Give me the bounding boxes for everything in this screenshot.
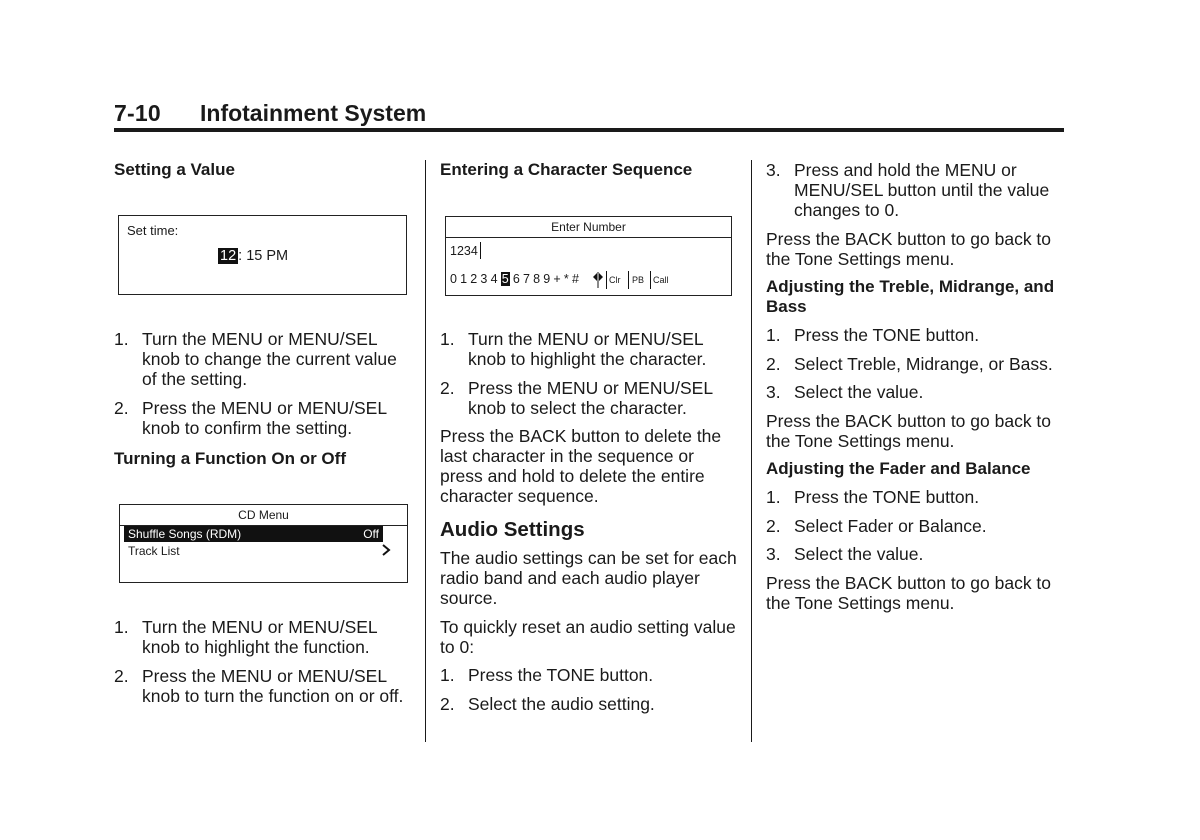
list-item: 3. Select the value. [766, 544, 924, 564]
character: 0 [450, 272, 457, 286]
list-item: 2. Press the MENU or MENU/SEL knob to turn the function on or off. [114, 665, 404, 706]
set-time-rest: : 15 PM [238, 248, 289, 264]
list-item: 3. Select the value. [766, 382, 924, 402]
key-divider [650, 271, 651, 289]
column-2 [440, 160, 740, 188]
character: 8 [533, 272, 541, 286]
set-time-hour-highlight: 12 [220, 248, 237, 264]
list-item: 1. Press the TONE button. [766, 325, 980, 345]
heading-char-sequence: Entering a Character Sequence [440, 160, 693, 179]
audio-reset-steps [440, 665, 740, 714]
fader-steps [766, 487, 1066, 564]
key-divider [628, 271, 629, 289]
character: * [563, 272, 569, 286]
column-divider-1 [425, 160, 426, 742]
function-onoff-steps [114, 617, 414, 706]
clear-key: Clr [609, 275, 621, 285]
set-time-value [218, 248, 288, 264]
list-item: 2. Press the MENU or MENU/SEL knob to select the character. [440, 377, 713, 418]
character-row [450, 272, 582, 286]
heading-function-onoff: Turning a Function On or Off [114, 448, 346, 468]
cd-menu-row-selected: Shuffle Songs (RDM) Off [124, 526, 383, 542]
column-divider-2 [751, 160, 752, 742]
setting-value-steps [114, 329, 414, 438]
list-item: 2. Select Treble, Midrange, or Bass. [766, 353, 1053, 374]
list-item: 1. Press the TONE button. [766, 487, 980, 507]
heading-fader: Adjusting the Fader and Balance [766, 459, 1031, 478]
character: 6 [512, 272, 520, 286]
character: 4 [490, 272, 498, 286]
cd-menu-screen [119, 504, 408, 583]
enter-number-screen [445, 216, 732, 296]
character: 3 [480, 272, 488, 286]
column-1-steps-a [114, 329, 414, 477]
audio-reset-steps-continued [766, 160, 1066, 220]
character: # [571, 272, 579, 286]
set-time-screen [118, 215, 407, 295]
character: 1 [460, 272, 468, 286]
list-item: 1. Press the TONE button. [440, 665, 654, 685]
cd-menu-row: Track List [128, 544, 180, 558]
character: + [553, 272, 561, 286]
list-item: 1. Turn the MENU or MENU/SEL knob to change the current value of the setting. [114, 329, 397, 389]
page-number: 7-10 [114, 100, 161, 126]
backspace-icon [592, 271, 604, 289]
page-title: Infotainment System [200, 100, 427, 126]
reset-back-note: Press the BACK button to go back to the Tone Settings menu. [766, 228, 1052, 269]
heading-setting-value: Setting a Value [114, 160, 235, 179]
treble-back-note: Press the BACK button to go back to the Tone Settings menu. [766, 410, 1052, 451]
treble-steps [766, 325, 1066, 402]
audio-settings-p2: To quickly reset an audio setting value to 0: [440, 616, 736, 657]
character: 2 [470, 272, 478, 286]
column-1-steps-b [114, 617, 414, 714]
list-item: 1. Turn the MENU or MENU/SEL knob to highlight the character. [440, 329, 707, 369]
column-2-body [440, 329, 740, 722]
column-1 [114, 160, 414, 188]
heading-treble: Adjusting the Treble, Midrange, and Bass [766, 277, 1055, 316]
cd-menu-title: CD Menu [238, 508, 289, 522]
character: 9 [543, 272, 551, 286]
fader-back-note: Press the BACK button to go back to the Tone Settings menu. [766, 572, 1052, 613]
section-title-audio-settings: Audio Settings [440, 518, 585, 541]
audio-settings-p1: The audio settings can be set for each radio band and each audio player source. [440, 548, 737, 608]
key-divider [606, 271, 607, 289]
enter-number-title: Enter Number [551, 220, 626, 234]
column-3 [766, 160, 1066, 621]
list-item: 2. Select Fader or Balance. [766, 515, 987, 536]
phonebook-key: PB [632, 275, 645, 285]
set-time-label: Set time: [127, 223, 179, 238]
char-sequence-steps [440, 329, 740, 418]
character-selected: 5 [501, 272, 509, 286]
list-item: 2. Select the audio setting. [440, 693, 655, 714]
enter-number-separator [446, 237, 731, 238]
header-rule [114, 128, 1064, 132]
list-item: 1. Turn the MENU or MENU/SEL knob to highlight the function. [114, 617, 378, 657]
list-item: 3. Press and hold the MENU or MENU/SEL button until the value changes to 0. [766, 160, 1050, 220]
call-key: Call [653, 275, 669, 285]
chevron-right-icon [381, 543, 391, 557]
char-sequence-note: Press the BACK button to delete the last character in the sequence or press and hold to delete the entire character sequence. [440, 426, 722, 506]
character: 7 [522, 272, 530, 286]
entered-number: 1234 [450, 244, 478, 258]
text-cursor [480, 242, 481, 259]
list-item: 2. Press the MENU or MENU/SEL knob to confirm the setting. [114, 397, 387, 438]
